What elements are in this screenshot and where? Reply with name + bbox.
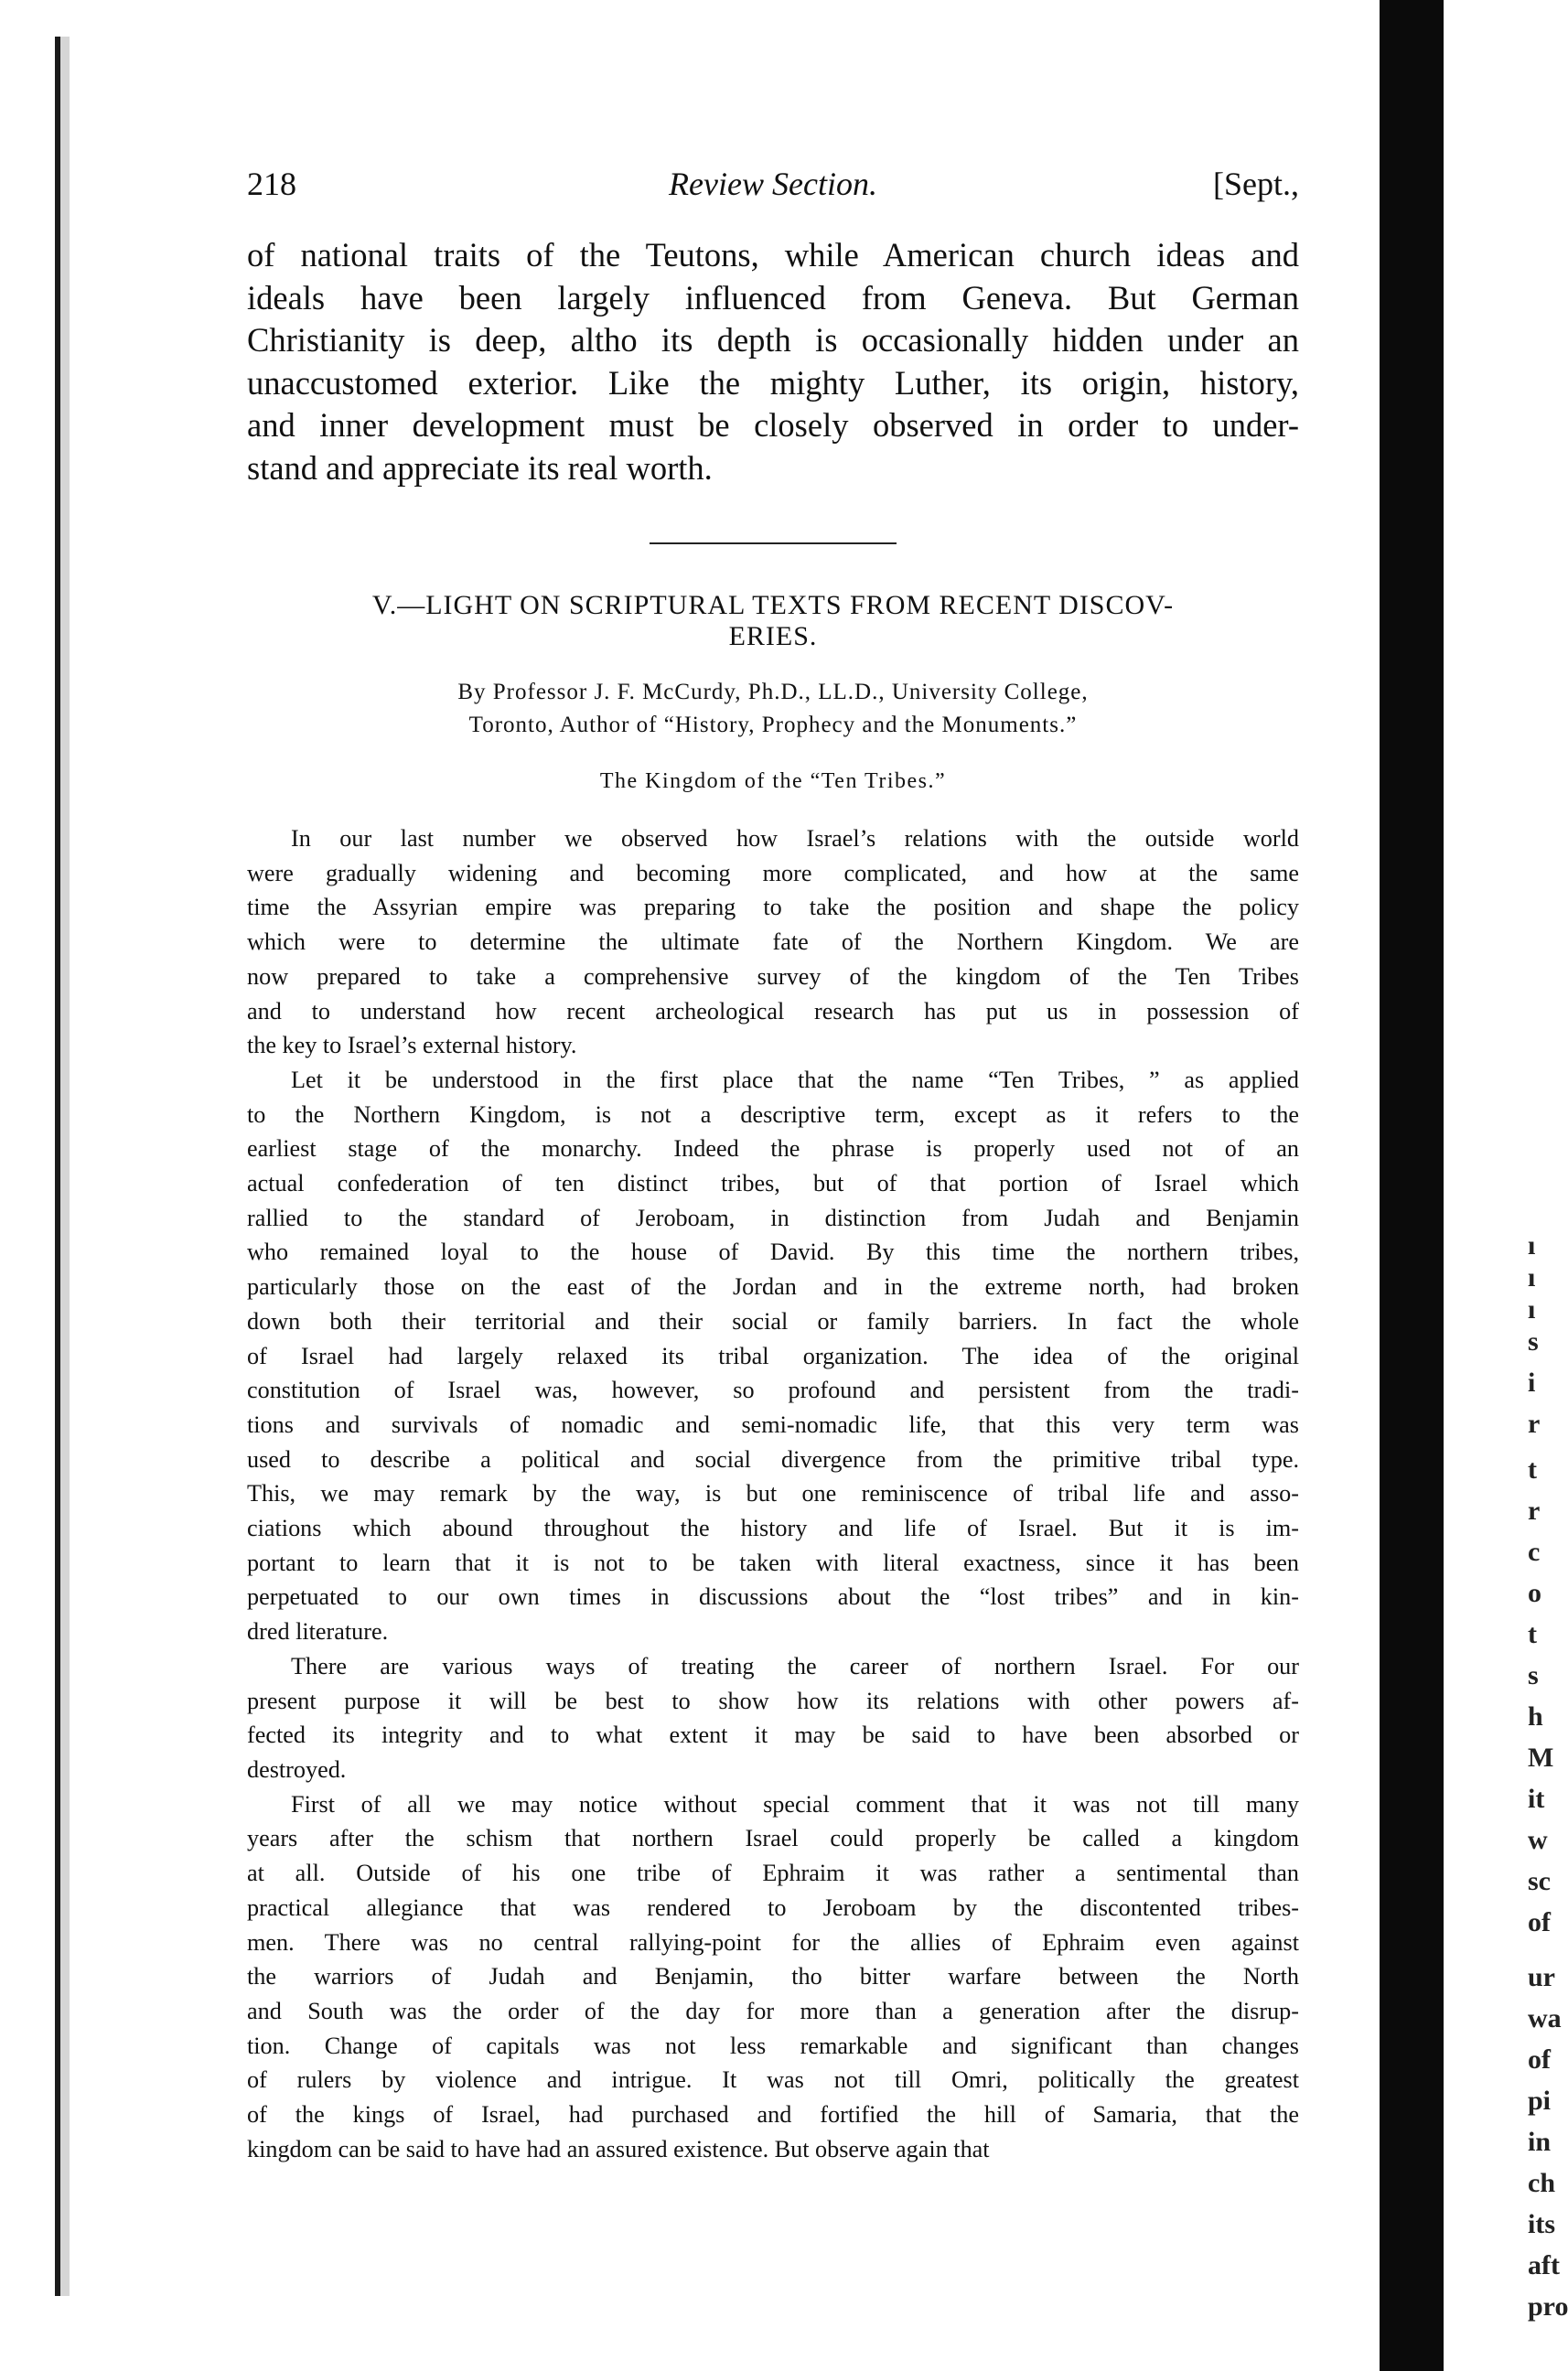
facing-page-text-fragment: M xyxy=(1528,1743,1554,1773)
facing-page-text-fragment: t xyxy=(1528,1454,1537,1485)
facing-page-text-fragment: of xyxy=(1528,1907,1551,1937)
facing-page-text-fragment: t xyxy=(1528,1619,1537,1649)
text-line: portant to learn that it is not to be taken with literal exactness, since it has been xyxy=(247,1549,1299,1576)
article-byline xyxy=(247,676,1299,742)
text-line: perpetuated to our own times in discussions about the “lost tribes” and in kin- xyxy=(247,1583,1299,1611)
text-line: In our last number we observed how Israel’s relations with the outside world xyxy=(291,825,1299,852)
text-line: fected its integrity and to what extent it may be said to have been absorbed or xyxy=(247,1722,1299,1749)
facing-page-text-fragment: its xyxy=(1528,2209,1555,2239)
text-line: rallied to the standard of Jeroboam, in distinction from Judah and Benjamin xyxy=(247,1204,1299,1231)
facing-page-text-fragment: o xyxy=(1528,1578,1541,1608)
text-line: of the kings of Israel, had purchased and fortified the hill of Samaria, that the xyxy=(247,2101,1299,2129)
text-line: First of all we may notice without special comment that it was not till many xyxy=(291,1790,1299,1818)
book-gutter xyxy=(1380,0,1444,2371)
book-page xyxy=(247,156,1299,2166)
text-line: time the Assyrian empire was preparing to take the position and shape the policy xyxy=(247,894,1299,921)
facing-page-text-fragment: sc xyxy=(1528,1866,1551,1896)
text-line: years after the schism that northern Israel could properly be called a kingdom xyxy=(247,1825,1299,1852)
text-line: ciations which abound throughout the history and life of Israel. But it is im- xyxy=(247,1515,1299,1542)
paragraph xyxy=(247,1649,1299,1787)
facing-page-text-fragment: wa xyxy=(1528,2003,1562,2033)
facing-page-text-fragment: s xyxy=(1528,1326,1539,1357)
text-line: and South was the order of the day for more than a generation after the disrup- xyxy=(247,1997,1299,2024)
facing-page-text-fragment: aft xyxy=(1528,2250,1560,2280)
article-title xyxy=(247,590,1299,652)
facing-page-text-fragment: of xyxy=(1528,2044,1551,2075)
running-title: Review Section. xyxy=(669,166,877,202)
text-line: constitution of Israel was, however, so profound and persistent from the tradi- xyxy=(247,1377,1299,1404)
text-line: of national traits of the Teutons, while American church ideas and xyxy=(247,236,1299,274)
paragraph xyxy=(247,821,1299,1063)
text-line: which were to determine the ultimate fate of the Northern Kingdom. We are xyxy=(247,928,1299,956)
article-body xyxy=(247,821,1299,2166)
facing-page-edge xyxy=(1444,0,1568,2371)
text-line: now prepared to take a comprehensive survey of the kingdom of the Ten Tribes xyxy=(247,962,1299,990)
running-month: [Sept., xyxy=(1213,166,1299,202)
continued-paragraph xyxy=(247,234,1299,489)
byline-line-1: By Professor J. F. McCurdy, Ph.D., LL.D., University College, xyxy=(457,680,1089,704)
text-line: men. There was no central rallying-point for the allies of Ephraim even against xyxy=(247,1928,1299,1956)
facing-page-text-fragment: r xyxy=(1528,1496,1541,1526)
text-line: stand and appreciate its real worth. xyxy=(247,448,713,487)
article-title-line-2: ERIES. xyxy=(728,621,818,651)
text-line: Let it be understood in the first place that the name “Ten Tribes, ” as applied xyxy=(291,1066,1299,1093)
text-line: of rulers by violence and intrigue. It was not till Omri, politically the greatest xyxy=(247,2066,1299,2094)
text-line: present purpose it will be best to show how its relations with other powers af- xyxy=(247,1687,1299,1714)
text-line: at all. Outside of his one tribe of Ephraim it was rather a sentimental than xyxy=(247,1860,1299,1887)
text-line: This, we may remark by the way, is but one reminiscence of tribal life and asso- xyxy=(247,1480,1299,1507)
scan-left-margin-shadow xyxy=(60,37,70,2296)
facing-page-text-fragment: w xyxy=(1528,1825,1548,1855)
text-line: the warriors of Judah and Benjamin, tho bitter warfare between the North xyxy=(247,1963,1299,1990)
text-line: down both their territorial and their social or family barriers. In fact the whole xyxy=(247,1307,1299,1335)
text-line: actual confederation of ten distinct tribes, but of that portion of Israel which xyxy=(247,1170,1299,1197)
text-line: of Israel had largely relaxed its tribal organization. The idea of the original xyxy=(247,1342,1299,1369)
facing-page-text-fragment: ı xyxy=(1528,1294,1536,1325)
text-line: particularly those on the east of the Jordan and in the extreme north, had broken xyxy=(247,1273,1299,1301)
facing-page-text-fragment: in xyxy=(1528,2127,1552,2157)
facing-page-text-fragment: pi xyxy=(1528,2086,1552,2116)
text-line: There are various ways of treating the career of northern Israel. For our xyxy=(291,1652,1299,1679)
text-line: used to describe a political and social divergence from the primitive tribal type. xyxy=(247,1445,1299,1473)
paragraph xyxy=(247,1063,1299,1649)
facing-page-text-fragment: pro xyxy=(1528,2291,1568,2322)
text-line: earliest stage of the monarchy. Indeed the phrase is properly used not of an xyxy=(247,1135,1299,1163)
article-subheading: The Kingdom of the “Ten Tribes.” xyxy=(599,769,947,793)
text-line: the key to Israel’s external history. xyxy=(247,1032,577,1059)
text-line: destroyed. xyxy=(247,1755,347,1783)
running-head xyxy=(247,156,1299,210)
page-number: 218 xyxy=(247,166,296,202)
byline-line-2: Toronto, Author of “History, Prophecy and the Monuments.” xyxy=(468,713,1078,737)
facing-page-text-fragment: it xyxy=(1528,1784,1545,1814)
text-line: ideals have been largely influenced from Geneva. But German xyxy=(247,278,1299,316)
text-line: dred literature. xyxy=(247,1618,389,1646)
text-line: and to understand how recent archeological research has put us in possession of xyxy=(247,997,1299,1025)
text-line: and inner development must be closely observed in order to under- xyxy=(247,406,1299,444)
text-line: unaccustomed exterior. Like the mighty Luther, its origin, history, xyxy=(247,363,1299,402)
facing-page-text-fragment: r xyxy=(1528,1409,1541,1439)
facing-page-text-fragment: ı xyxy=(1528,1230,1536,1261)
section-rule xyxy=(650,542,897,544)
facing-page-text-fragment: ch xyxy=(1528,2168,1555,2198)
text-line: practical allegiance that was rendered to Jeroboam by the discontented tribes- xyxy=(247,1894,1299,1921)
paragraph xyxy=(247,1787,1299,2167)
text-line: tion. Change of capitals was not less remarkable and significant than changes xyxy=(247,2032,1299,2059)
text-line: Christianity is deep, altho its depth is occasionally hidden under an xyxy=(247,321,1299,359)
text-line: who remained loyal to the house of David. By this time the northern tribes, xyxy=(247,1239,1299,1266)
facing-page-text-fragment: ı xyxy=(1528,1262,1536,1293)
text-line: kingdom can be said to have had an assured existence. But observe again that xyxy=(247,2135,990,2162)
facing-page-text-fragment: s xyxy=(1528,1660,1539,1690)
text-line: to the Northern Kingdom, is not a descriptive term, except as it refers to the xyxy=(247,1100,1299,1128)
text-line: were gradually widening and becoming more complicated, and how at the same xyxy=(247,859,1299,886)
text-line: tions and survivals of nomadic and semi-nomadic life, that this very term was xyxy=(247,1411,1299,1438)
facing-page-text-fragment: c xyxy=(1528,1537,1541,1567)
facing-page-text-fragment: ur xyxy=(1528,1962,1555,1992)
facing-page-text-fragment: h xyxy=(1528,1701,1543,1732)
facing-page-text-fragment: i xyxy=(1528,1368,1536,1398)
article-title-line-1: V.—LIGHT ON SCRIPTURAL TEXTS FROM RECENT DISCOV- xyxy=(371,590,1175,620)
